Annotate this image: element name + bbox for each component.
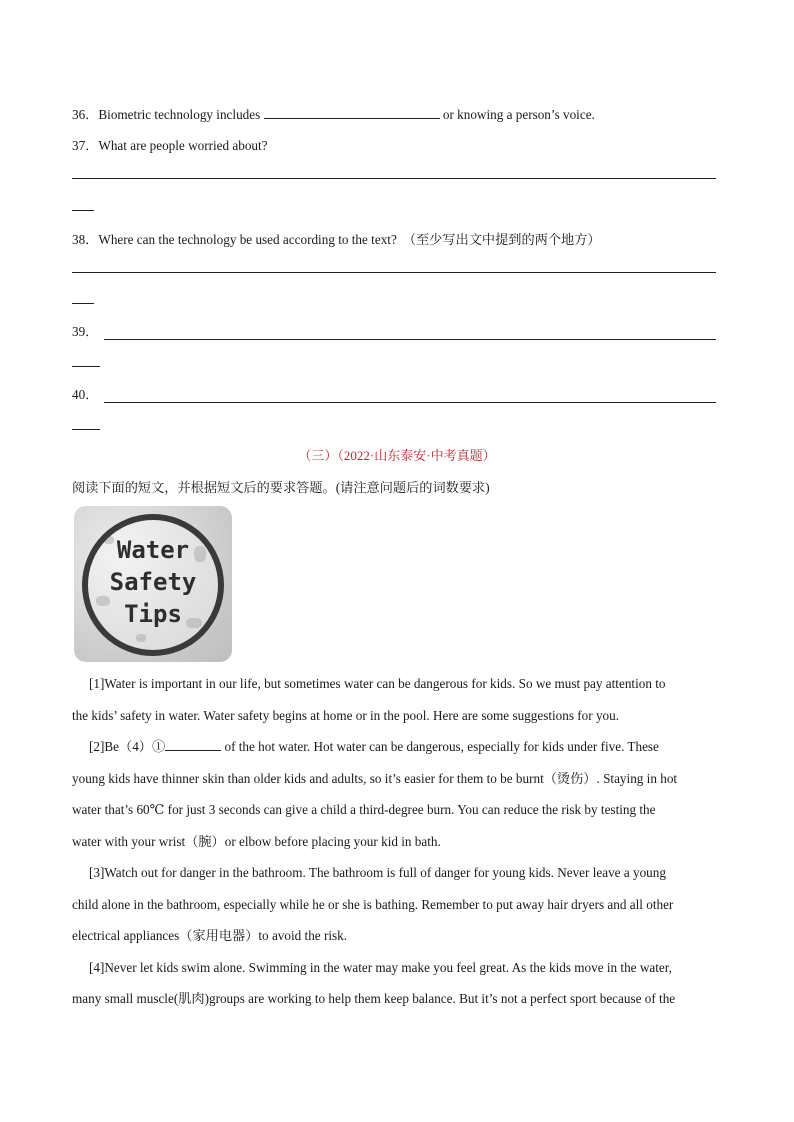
question-note: （至少写出文中提到的两个地方） (402, 232, 601, 247)
answer-line-40[interactable] (104, 390, 716, 403)
passage-line: the kids’ safety in water. Water safety begins at home or in the pool. Here are some suggestions for you. (72, 707, 620, 723)
passage-line: water that’s 60℃ for just 3 seconds can give a child a third-degree burn. You can reduce the risk by testing the (72, 802, 656, 817)
question-text-after: or knowing a person’s voice. (442, 107, 595, 122)
answer-line-39[interactable] (104, 327, 716, 340)
passage-line (72, 731, 724, 763)
passage (72, 668, 724, 1015)
question-38 (72, 229, 601, 248)
logo-text-line1: Water (116, 536, 190, 564)
answer-line-37-tail[interactable] (72, 210, 94, 211)
question-text: Where can the technology be used according to the text? (98, 232, 397, 247)
logo-text-line2: Safety (109, 568, 197, 596)
question-number: 38． (72, 232, 99, 247)
passage-line: [1]Water is important in our life, but sometimes water can be dangerous for kids. So we must pay attention to (89, 676, 666, 691)
passage-text: [2]Be（4）① (89, 739, 166, 754)
question-number: 39． (72, 324, 99, 339)
question-number: 36． (72, 107, 99, 122)
section-title: （三）（2022·山东泰安·中考真题） (298, 448, 496, 463)
section-intro: 阅读下面的短文，并根据短文后的要求答题。(请注意问题后的词数要求) (72, 480, 490, 495)
passage-line: [4]Never let kids swim alone. Swimming in the water may make you feel great. As the kids move in the water, (89, 959, 672, 975)
passage-line: young kids have thinner skin than older kids and adults, so it’s easier for them to be burnt（烫伤）. Staying in hot (72, 770, 678, 786)
passage-line: [3]Watch out for danger in the bathroom. The bathroom is full of danger for young kids. Never leave a young (89, 865, 666, 880)
answer-blank-4-1[interactable] (165, 738, 221, 751)
answer-line-38-tail[interactable] (72, 303, 94, 304)
passage-text: of the hot water. Hot water can be dangerous, especially for kids under five. These (224, 739, 659, 754)
question-text: What are people worried about? (98, 138, 268, 153)
passage-line: water with your wrist（腕）or elbow before placing your kid in bath. (72, 833, 441, 849)
question-40 (72, 384, 716, 403)
answer-line-40-tail[interactable] (72, 429, 100, 430)
question-37 (72, 135, 268, 154)
question-text-before: Biometric technology includes (98, 107, 261, 122)
logo-text-line3: Tips (124, 600, 182, 628)
question-39 (72, 321, 716, 340)
answer-blank-36[interactable] (264, 106, 440, 119)
question-number: 37． (72, 138, 99, 153)
question-36 (72, 104, 595, 123)
answer-line-37[interactable] (72, 178, 716, 179)
answer-line-38[interactable] (72, 272, 716, 273)
water-safety-tips-logo (74, 506, 232, 662)
answer-line-39-tail[interactable] (72, 366, 100, 367)
passage-line: child alone in the bathroom, especially while he or she is bathing. Remember to put away hair dryers and all other (72, 896, 674, 912)
passage-line: many small muscle(肌肉)groups are working to help them keep balance. But it’s not a perfect sport because of the (72, 991, 676, 1006)
question-number: 40． (72, 387, 99, 402)
passage-line: electrical appliances（家用电器）to avoid the risk. (72, 928, 348, 943)
